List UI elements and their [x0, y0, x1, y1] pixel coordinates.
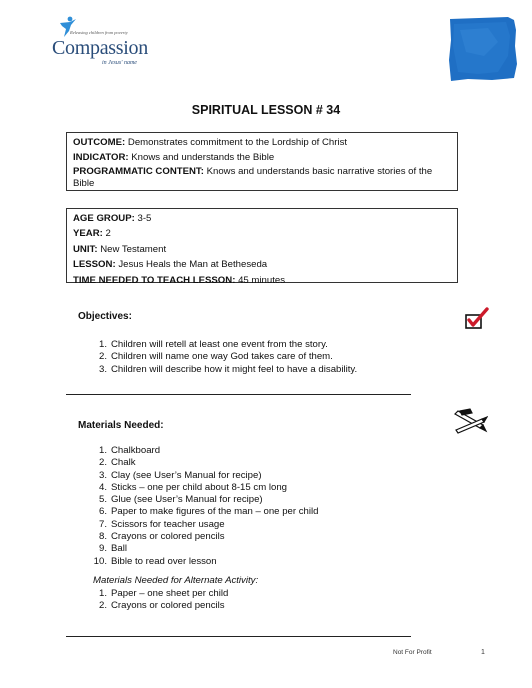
- outcome-row: [73, 135, 451, 150]
- logo-tagline: Releasing children from poverty: [70, 30, 128, 35]
- list-item: 4. Sticks – one per child about 8-15 cm long: [98, 481, 287, 493]
- checkbox-check-icon: [464, 307, 490, 331]
- objectives-heading: Objectives:: [78, 311, 132, 322]
- list-item: 9. Ball: [98, 543, 127, 555]
- list-item: 1. Paper – one sheet per child: [98, 588, 229, 599]
- indicator-label: INDICATOR:: [73, 152, 129, 164]
- section-divider: [66, 394, 411, 395]
- programmatic-value: Knows and understands basic narrative stories of the Bible: [73, 165, 433, 190]
- compassion-logo: [52, 16, 172, 72]
- page-number: 1: [481, 649, 485, 656]
- pencil-icon: [452, 408, 488, 434]
- page-title: SPIRITUAL LESSON # 34: [191, 103, 341, 117]
- indicator-row: [73, 150, 451, 165]
- list-item: 3. Children will describe how it might feel to have a disability.: [98, 363, 358, 375]
- time-value: 45 minutes: [238, 274, 286, 286]
- list-item: 6. Paper to make figures of the man – one per child: [98, 506, 319, 518]
- unit-row: [73, 242, 451, 257]
- year-label: YEAR:: [73, 228, 103, 240]
- list-item: 2. Crayons or colored pencils: [98, 600, 225, 612]
- alternate-materials-list: [93, 588, 228, 613]
- year-value: 2: [105, 228, 111, 240]
- programmatic-label: PROGRAMMATIC CONTENT:: [73, 165, 204, 177]
- year-row: [73, 226, 451, 241]
- time-label: TIME NEEDED TO TEACH LESSON:: [73, 274, 236, 286]
- indicator-value: Knows and understands the Bible: [131, 152, 275, 164]
- list-item: 5. Glue (see User’s Manual for recipe): [98, 494, 263, 506]
- list-item: 1. Chalkboard: [98, 445, 161, 456]
- age-row: [73, 211, 451, 226]
- materials-heading: Materials Needed:: [78, 420, 164, 431]
- materials-list: [93, 445, 318, 568]
- time-row: [73, 273, 451, 288]
- outcome-box: [66, 132, 458, 191]
- lesson-value: Jesus Heals the Man at Betheseda: [118, 259, 268, 271]
- unit-label: UNIT:: [73, 243, 98, 255]
- unit-value: New Testament: [100, 243, 167, 255]
- list-item: 10. Bible to read over lesson: [93, 555, 217, 567]
- lesson-info-box: [66, 208, 458, 286]
- outcome-label: OUTCOME:: [73, 137, 126, 148]
- programmatic-row: [73, 166, 451, 191]
- objectives-list: [93, 339, 357, 376]
- footer-text: Not For Profit: [393, 649, 432, 656]
- outcome-value: Demonstrates commitment to the Lordship of Christ: [127, 137, 348, 148]
- lesson-label: LESSON:: [73, 259, 116, 271]
- logo-wordmark: Compassion: [52, 37, 148, 59]
- list-item: 8. Crayons or colored pencils: [98, 531, 225, 543]
- blue-corner-block: [448, 16, 518, 82]
- list-item: 7. Scissors for teacher usage: [98, 518, 225, 530]
- age-label: AGE GROUP:: [73, 213, 135, 224]
- alternate-materials-heading: Materials Needed for Alternate Activity:: [93, 575, 259, 586]
- logo-subtitle: in Jesus' name: [102, 60, 137, 66]
- age-value: 3-5: [137, 213, 152, 224]
- list-item: 1. Children will retell at least one event from the story.: [98, 339, 328, 350]
- section-divider: [66, 636, 411, 637]
- list-item: 2. Children will name one way God takes care of them.: [98, 351, 333, 363]
- lesson-row: [73, 257, 451, 272]
- list-item: 2. Chalk: [98, 457, 136, 469]
- list-item: 3. Clay (see User’s Manual for recipe): [98, 469, 262, 481]
